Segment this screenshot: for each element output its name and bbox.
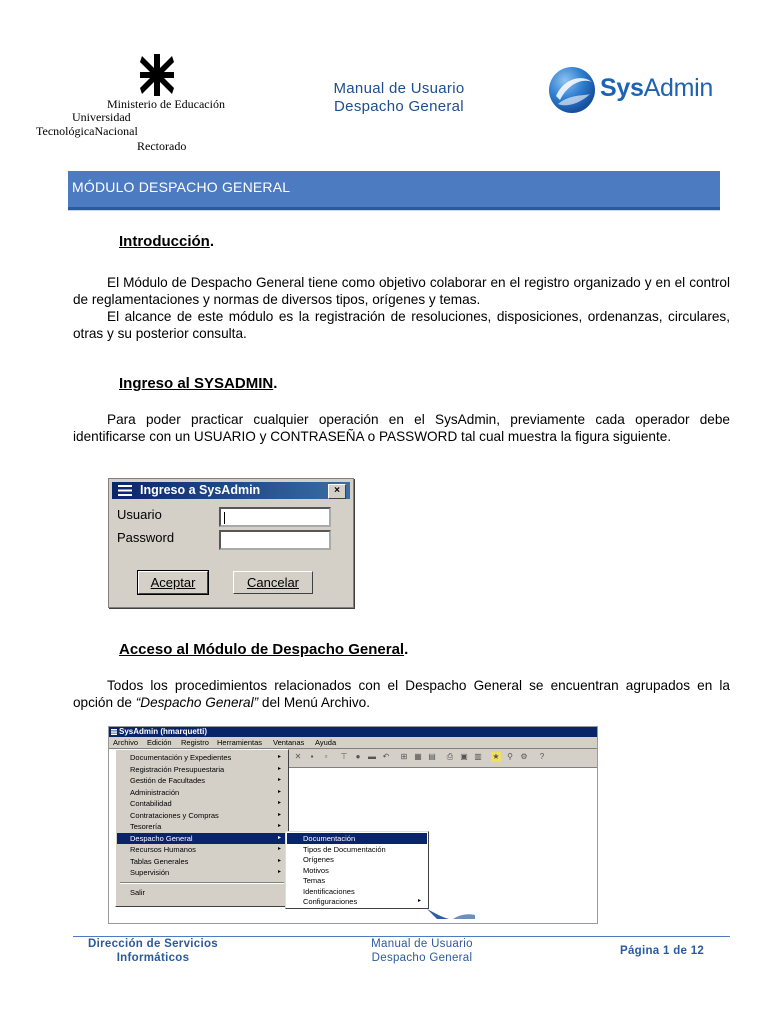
footer-left-line-2: Informáticos <box>116 952 190 964</box>
login-dialog-titlebar <box>112 482 350 499</box>
footer-center-line-2: Despacho General <box>371 952 473 964</box>
help-icon[interactable]: ? <box>539 752 545 761</box>
intro-paragraph <box>73 274 730 342</box>
submenu-item-temas[interactable]: Temas <box>303 876 326 885</box>
section-bar <box>68 171 720 210</box>
menu-registro[interactable]: Registro <box>181 738 209 747</box>
submenu-item-documentacion[interactable]: Documentación <box>287 833 427 844</box>
close-icon[interactable]: × <box>328 484 346 499</box>
copy-icon[interactable]: ▪ <box>310 752 314 761</box>
institution-line-2: Universidad <box>72 110 131 124</box>
window-menu-icon <box>118 485 132 496</box>
desktop-logo-fragment-icon <box>427 907 477 919</box>
ingreso-text: Para poder practicar cualquier operación en el SysAdmin, previamente cada operador debe identificarse con un USUARIO y CONTRASEÑA o PASSWORD tal cual muestra la figura siguiente. <box>73 412 730 444</box>
footer-left-line-1: Dirección de Servicios <box>88 938 218 950</box>
app-toolbar <box>287 749 597 768</box>
cancel-button[interactable]: Cancelar <box>233 571 313 594</box>
submenu-item-origenes[interactable]: Orígenes <box>303 855 334 864</box>
footer-department <box>73 937 233 965</box>
intro-heading: Introducción. <box>119 233 214 250</box>
menu-item-tablas-generales[interactable]: Tablas Generales ▸ <box>130 856 281 866</box>
menu-item-contabilidad[interactable]: Contabilidad ▸ <box>130 799 281 808</box>
acceso-paragraph <box>73 677 730 711</box>
acceso-text-emphasis: “Despacho General” <box>135 695 259 710</box>
record-icon[interactable]: ● <box>355 752 361 761</box>
undo-icon[interactable]: ↶ <box>382 752 390 761</box>
app-menubar <box>109 737 597 749</box>
menu-item-administracion[interactable]: Administración ▸ <box>130 787 281 797</box>
login-dialog-title: Ingreso a SysAdmin <box>140 483 261 497</box>
ingreso-heading: Ingreso al SYSADMIN. <box>119 375 278 392</box>
section-bar-title: MÓDULO DESPACHO GENERAL <box>72 179 291 195</box>
preview-icon[interactable]: ▣ <box>460 752 468 761</box>
search-icon[interactable]: ⚲ <box>507 752 513 761</box>
acceso-text-b: del Menú Archivo. <box>258 695 370 710</box>
sysadmin-logo-text: SysAdmin <box>600 74 713 102</box>
menu-edicion[interactable]: Edición <box>147 738 172 747</box>
menu-archivo[interactable]: Archivo <box>113 738 139 747</box>
menu-item-registracion-presupuestaria[interactable]: Registración Presupuestaria ▸ <box>130 764 281 774</box>
submenu-item-configuraciones[interactable]: Configuraciones ▸ <box>303 897 421 906</box>
archivo-menu <box>115 749 289 907</box>
user-label: Usuario <box>117 507 162 522</box>
page-number: Página 1 de 12 <box>620 945 705 957</box>
tools-icon[interactable]: ⚙ <box>520 752 528 761</box>
app-titlebar <box>109 727 597 737</box>
footer-center-line-1: Manual de Usuario <box>371 938 473 950</box>
report-icon[interactable]: ▥ <box>474 752 482 761</box>
menu-item-documentacion-expedientes[interactable]: Documentación y Expedientes ▸ <box>130 753 281 762</box>
institution-line-1: Ministerio de Educación <box>107 97 225 111</box>
print-icon[interactable]: ⎙ <box>446 752 454 761</box>
manual-title-line-2: Despacho General <box>334 98 464 115</box>
paste-icon[interactable]: ▫ <box>324 752 328 761</box>
menu-ventanas[interactable]: Ventanas <box>273 738 305 747</box>
app-title: SysAdmin (hmarquetti) <box>119 727 208 736</box>
utn-logo <box>140 54 174 96</box>
folder-icon[interactable]: ▬ <box>368 752 376 761</box>
user-input[interactable] <box>219 507 331 527</box>
password-input[interactable] <box>219 530 331 550</box>
submenu-item-identificaciones[interactable]: Identificaciones <box>303 886 355 896</box>
menu-item-contrataciones[interactable]: Contrataciones y Compras ▸ <box>130 810 281 820</box>
manual-title <box>292 80 506 116</box>
acceso-heading: Acceso al Módulo de Despacho General. <box>119 641 409 658</box>
footer-manual <box>340 937 504 965</box>
menu-item-salir[interactable]: Salir <box>130 888 146 897</box>
menu-item-tesoreria[interactable]: Tesorería ▸ <box>130 822 281 831</box>
menu-item-gestion-facultades[interactable]: Gestión de Facultades ▸ <box>130 776 281 785</box>
accept-button[interactable]: Aceptar <box>138 571 208 594</box>
manual-title-line-1: Manual de Usuario <box>333 80 465 97</box>
text-caret <box>224 512 225 524</box>
login-dialog <box>108 478 354 608</box>
menu-item-despacho-general[interactable]: Despacho General ▸ <box>117 833 287 844</box>
acceso-text-a: Todos los procedimientos relacionados con el Despacho General se encuentran agrupados en la opción de <box>73 678 730 710</box>
tree-icon[interactable]: ⊞ <box>400 752 408 761</box>
menu-ayuda[interactable]: Ayuda <box>315 738 337 747</box>
institution-line-3: TecnológicaNacional <box>36 124 138 138</box>
sysadmin-screenshot <box>108 726 598 924</box>
password-label: Password <box>117 530 175 545</box>
filter-icon[interactable]: ⊤ <box>340 752 348 761</box>
grid-icon[interactable]: ▦ <box>414 752 422 761</box>
despacho-submenu <box>285 831 429 909</box>
menu-herramientas[interactable]: Herramientas <box>217 738 263 747</box>
menu-separator <box>120 882 284 884</box>
institution-line-4: Rectorado <box>137 139 187 153</box>
submenu-item-tipos-documentacion[interactable]: Tipos de Documentación <box>303 844 386 854</box>
ingreso-paragraph <box>73 411 730 445</box>
submenu-item-motivos[interactable]: Motivos <box>303 865 329 875</box>
favorites-icon[interactable]: ★ <box>492 752 500 761</box>
menu-item-supervision[interactable]: Supervisión ▸ <box>130 868 281 877</box>
menu-item-recursos-humanos[interactable]: Recursos Humanos ▸ <box>130 845 281 854</box>
delete-icon[interactable]: ✕ <box>294 752 302 761</box>
intro-text-1: El Módulo de Despacho General tiene como objetivo colaborar en el registro organizado y en el control de reglamentaciones y normas de diversos tipos, orígenes y temas. <box>73 275 730 307</box>
app-menu-icon <box>111 729 117 735</box>
table-icon[interactable]: ▤ <box>428 752 436 761</box>
intro-text-2: El alcance de este módulo es la registración de resoluciones, disposiciones, ordenanzas, circulares, otras y su posterior consulta. <box>73 309 730 341</box>
